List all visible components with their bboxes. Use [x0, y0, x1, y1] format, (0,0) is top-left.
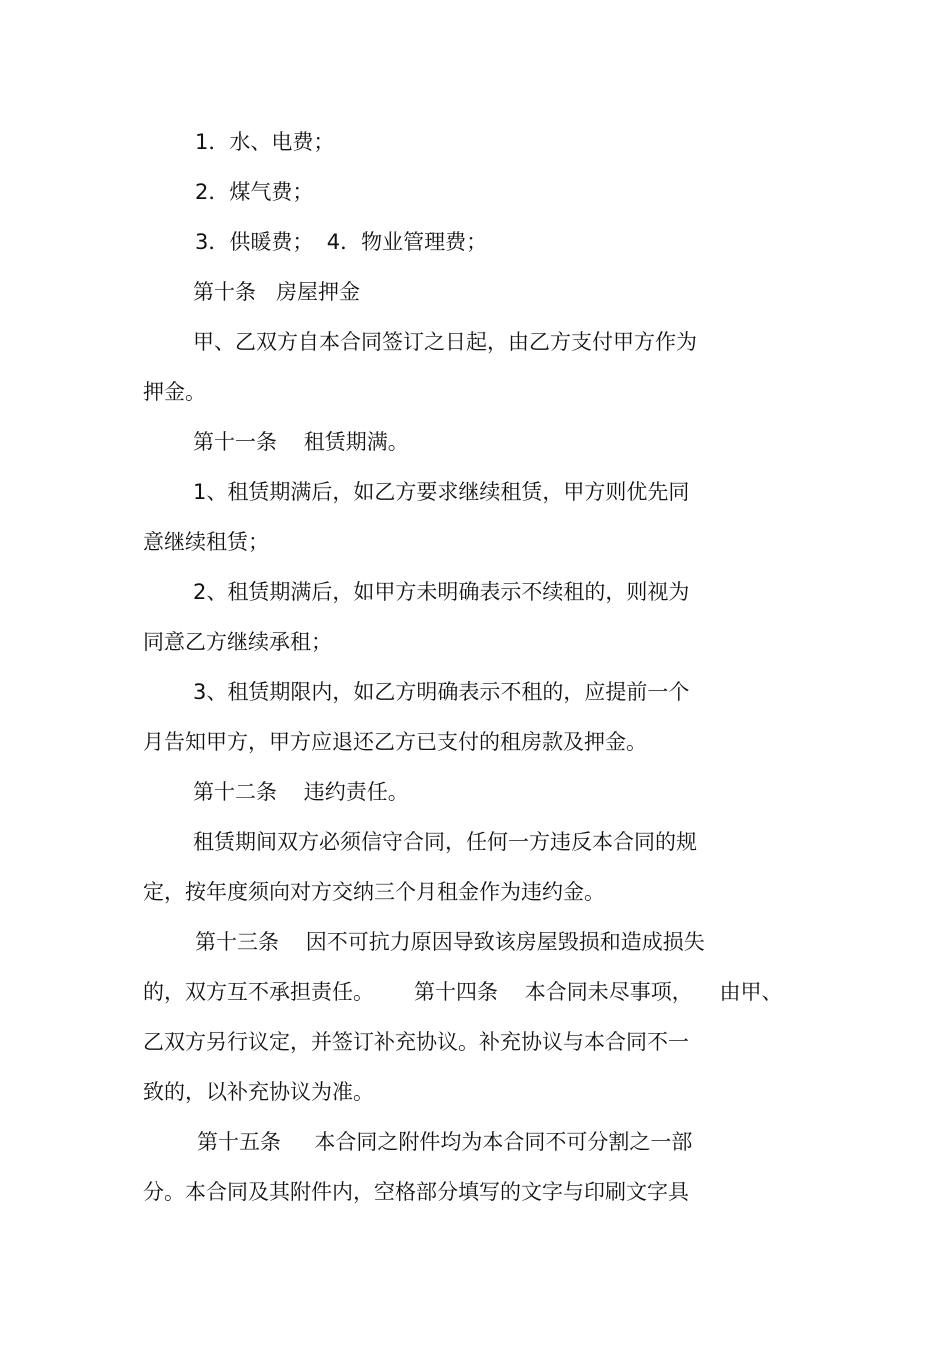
article-11-item-2-line-1: 2、租赁期满后，如甲方未明确表示不续租的，则视为 — [193, 580, 690, 604]
article-11-heading: 第十一条 租赁期满。 — [193, 430, 409, 454]
item-gas: 2．煤气费； — [195, 180, 314, 204]
article-14-line-4: 致的，以补充协议为准。 — [143, 1080, 374, 1104]
article-12-heading: 第十二条 违约责任。 — [193, 780, 409, 804]
item-water-electricity: 1．水、电费； — [195, 130, 335, 154]
article-13-14-line-2: 的，双方互不承担责任。 第十四条 本合同未尽事项， 由甲、 — [143, 980, 783, 1004]
article-11-item-1-line-2: 意继续租赁； — [143, 530, 269, 554]
article-10-body-line-1: 甲、乙双方自本合同签订之日起，由乙方支付甲方作为 — [193, 330, 697, 354]
article-10-body-line-2: 押金。 — [143, 380, 206, 404]
article-10-heading: 第十条 房屋押金 — [193, 280, 361, 304]
article-15-line-2: 分。本合同及其附件内，空格部分填写的文字与印刷文字具 — [143, 1180, 689, 1204]
item-heating-property: 3．供暖费； 4．物业管理费； — [195, 230, 488, 254]
article-14-line-3: 乙双方另行议定，并签订补充协议。补充协议与本合同不一 — [143, 1030, 689, 1054]
article-12-body-line-2: 定，按年度须向对方交纳三个月租金作为违约金。 — [143, 880, 605, 904]
article-11-item-3-line-1: 3、租赁期限内，如乙方明确表示不租的，应提前一个 — [193, 680, 690, 704]
article-11-item-1-line-1: 1、租赁期满后，如乙方要求继续租赁，甲方则优先同 — [193, 480, 690, 504]
article-11-item-3-line-2: 月告知甲方，甲方应退还乙方已支付的租房款及押金。 — [143, 730, 647, 754]
article-11-item-2-line-2: 同意乙方继续承租； — [143, 630, 332, 654]
article-12-body-line-1: 租赁期间双方必须信守合同，任何一方违反本合同的规 — [193, 830, 697, 854]
article-15-line-1: 第十五条 本合同之附件均为本合同不可分割之一部 — [197, 1130, 693, 1154]
article-13-line-1: 第十三条 因不可抗力原因导致该房屋毁损和造成损失 — [195, 930, 705, 954]
